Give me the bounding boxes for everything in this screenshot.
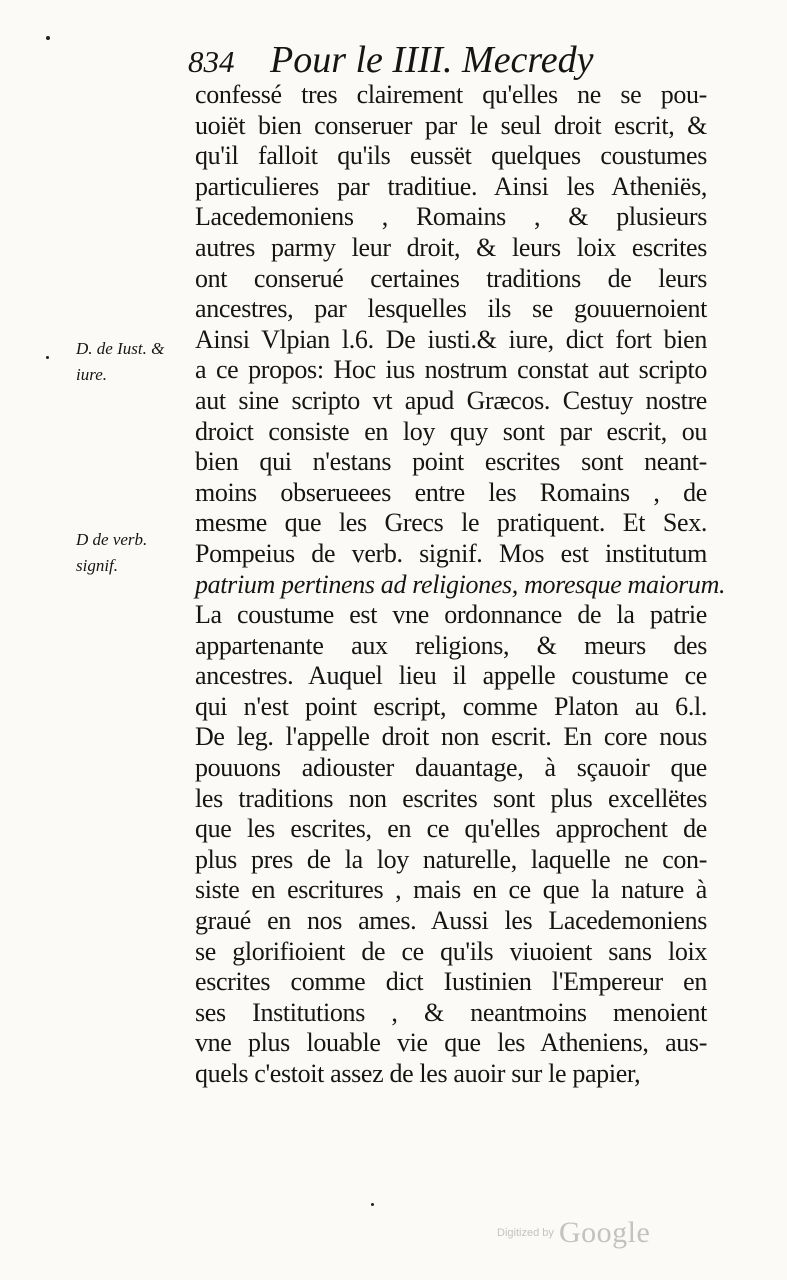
text-line: patrium pertinens ad religiones, moresque maiorum.	[195, 569, 726, 599]
running-title: Pour le IIII. Mecredy	[270, 39, 594, 81]
text-line: a ce propos: Hoc ius nostrum constat aut scripto	[195, 355, 707, 385]
text-line: particulieres par traditiue. Ainsi les Atheniës,	[195, 171, 707, 201]
text-line: qui n'est point escript, comme Platon au 6.l.	[195, 691, 707, 721]
text-line: appartenante aux religions, & meurs des	[195, 630, 707, 660]
text-line: que les escrites, en ce qu'elles approchent de	[195, 814, 707, 844]
text-line: aut sine scripto vt apud Græcos. Cestuy nostre	[195, 385, 707, 415]
text-line: siste en escritures , mais en ce que la nature à	[195, 875, 707, 905]
digitized-watermark	[497, 1216, 650, 1250]
text-line: ses Institutions , & neantmoins menoient	[195, 997, 707, 1027]
text-line: Lacedemoniens , Romains , & plusieurs	[195, 202, 707, 232]
page-number: 834	[188, 44, 235, 79]
margin-note-line: D. de Iust. &	[76, 339, 165, 358]
google-logo: Google	[558, 1216, 651, 1249]
margin-note-line: iure.	[76, 365, 108, 384]
ink-speck	[46, 356, 49, 359]
text-line: graué en nos ames. Aussi les Lacedemoniens	[195, 906, 707, 936]
text-line: Pompeius de verb. signif. Mos est institutum	[195, 538, 707, 568]
text-line: autres parmy leur droit, & leurs loix escrites	[195, 232, 707, 262]
running-header	[188, 38, 708, 84]
text-line: De leg. l'appelle droit non escrit. En core nous	[195, 722, 707, 752]
body-text	[195, 80, 726, 1090]
text-line: pouuons adiouster dauantage, à sçauoir que	[195, 753, 707, 783]
text-line: escrites comme dict Iustinien l'Empereur en	[195, 967, 707, 997]
text-line: ont conserué certaines traditions de leurs	[195, 263, 707, 293]
text-line: droict consiste en loy quy sont par escrit, ou	[195, 416, 707, 446]
text-line: ancestres, par lesquelles ils se gouuernoient	[195, 294, 707, 324]
text-line: quels c'estoit assez de les auoir sur le papier,	[195, 1059, 641, 1088]
text-line: uoiët bien conseruer par le seul droit escrit, &	[195, 110, 707, 140]
margin-note-line: D de verb.	[76, 530, 148, 549]
text-line: plus pres de la loy naturelle, laquelle ne con-	[195, 844, 707, 874]
text-line: bien qui n'estans point escrites sont neant-	[195, 447, 707, 477]
ink-speck	[371, 1203, 374, 1206]
text-line: les traditions non escrites sont plus excellëtes	[195, 783, 707, 813]
text-line: se glorifioient de ce qu'ils viuoient sans loix	[195, 936, 707, 966]
text-line: La coustume est vne ordonnance de la patrie	[195, 600, 707, 630]
text-line: ancestres. Auquel lieu il appelle coustume ce	[195, 661, 707, 691]
text-line: confessé tres clairement qu'elles ne se pou-	[195, 80, 707, 109]
margin-note-digest-verb-signif	[76, 527, 186, 579]
text-line: vne plus louable vie que les Atheniens, aus-	[195, 1028, 707, 1058]
text-line: mesme que les Grecs le pratiquent. Et Sex.	[195, 508, 707, 538]
margin-note-line: signif.	[76, 556, 119, 575]
text-line: Ainsi Vlpian l.6. De iusti.& iure, dict fort bien	[195, 324, 707, 354]
ink-speck	[46, 36, 50, 40]
watermark-small-text: Digitized by	[497, 1227, 554, 1239]
text-line: moins obserueees entre les Romains , de	[195, 477, 707, 507]
margin-note-digest-iustitia	[76, 336, 186, 388]
text-line: qu'il falloit qu'ils eussët quelques coustumes	[195, 141, 707, 171]
